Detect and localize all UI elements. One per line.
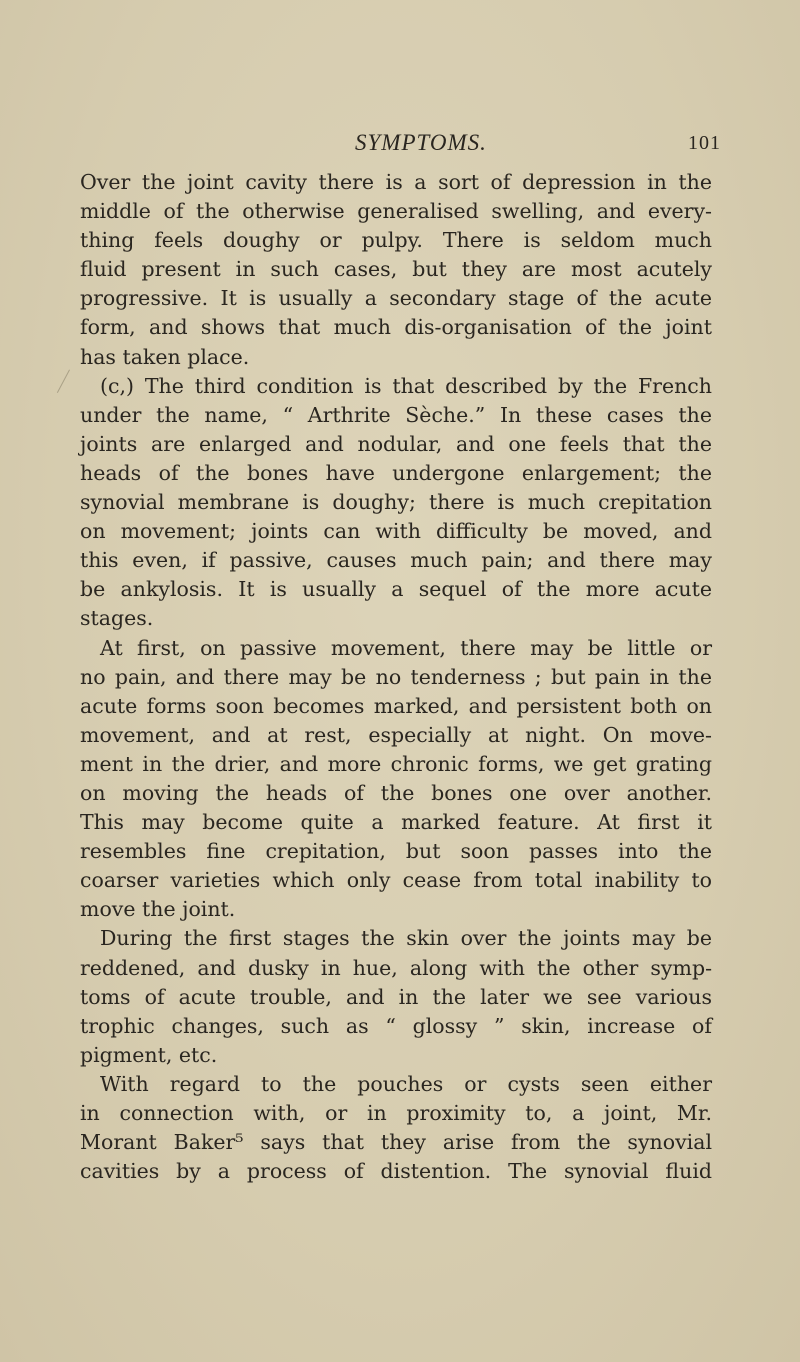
text-line: ment in the drier, and more chronic forms, we get grating bbox=[80, 751, 712, 776]
page-number: 101 bbox=[688, 132, 721, 154]
text-line: reddened, and dusky in hue, along with the other symp- bbox=[80, 955, 712, 980]
text-line: movement, and at rest, especially at night. On move- bbox=[80, 722, 712, 747]
text-line: thing feels doughy or pulpy. There is seldom much bbox=[80, 228, 712, 253]
text-line: under the name, “ Arthrite Sèche.” In these cases the bbox=[80, 402, 712, 427]
text-line: toms of acute trouble, and in the later we see various bbox=[80, 984, 712, 1009]
text-line: form, and shows that much dis-organisation of the joint bbox=[80, 315, 712, 340]
running-title: SYMPTOMS. bbox=[355, 130, 487, 155]
text-line: coarser varieties which only cease from total inability to bbox=[80, 868, 712, 893]
text-line: Over the joint cavity there is a sort of depression in the bbox=[80, 170, 712, 194]
text-line: this even, if passive, causes much pain; and there may bbox=[80, 548, 712, 573]
text-line: on moving the heads of the bones one over another. bbox=[80, 780, 712, 805]
text-line: This may become quite a marked feature. At first it bbox=[80, 810, 712, 835]
text-line: During the first stages the skin over the joints may be bbox=[100, 926, 712, 951]
running-head bbox=[0, 130, 800, 160]
text-line: cavities by a process of distention. The synovial fluid bbox=[80, 1159, 712, 1184]
text-line: At first, on passive movement, there may be little or bbox=[100, 635, 712, 660]
text-line: pigment, etc. bbox=[80, 1042, 218, 1067]
text-line: With regard to the pouches or cysts seen either bbox=[100, 1071, 712, 1096]
text-line: be ankylosis. It is usually a sequel of the more acute bbox=[80, 577, 712, 602]
text-line: trophic changes, such as “ glossy ” skin, increase of bbox=[80, 1013, 712, 1038]
text-line: in connection with, or in proximity to, a joint, Mr. bbox=[80, 1101, 712, 1125]
body-text bbox=[80, 168, 712, 1186]
text-line: (c,) The third condition is that described by the French bbox=[100, 373, 712, 398]
text-line: heads of the bones have undergone enlargement; the bbox=[80, 460, 712, 485]
text-line: resembles fine crepitation, but soon passes into the bbox=[80, 839, 712, 864]
text-line: acute forms soon becomes marked, and persistent both on bbox=[80, 693, 712, 718]
text-line: on movement; joints can with difficulty be moved, and bbox=[80, 519, 712, 544]
text-line: no pain, and there may be no tenderness ; but pain in the bbox=[80, 664, 712, 689]
text-line: synovial membrane is doughy; there is much crepitation bbox=[80, 490, 712, 515]
text-line: progressive. It is usually a secondary stage of the acute bbox=[80, 286, 712, 311]
text-line: stages. bbox=[80, 606, 154, 631]
text-line: middle of the otherwise generalised swelling, and every- bbox=[80, 199, 712, 224]
text-line: move the joint. bbox=[80, 897, 236, 922]
text-line: Morant Baker⁵ says that they arise from the synovial bbox=[80, 1130, 712, 1155]
text-line: has taken place. bbox=[80, 344, 250, 369]
text-line: joints are enlarged and nodular, and one feels that the bbox=[80, 431, 712, 456]
text-line: fluid present in such cases, but they are most acutely bbox=[80, 257, 712, 282]
